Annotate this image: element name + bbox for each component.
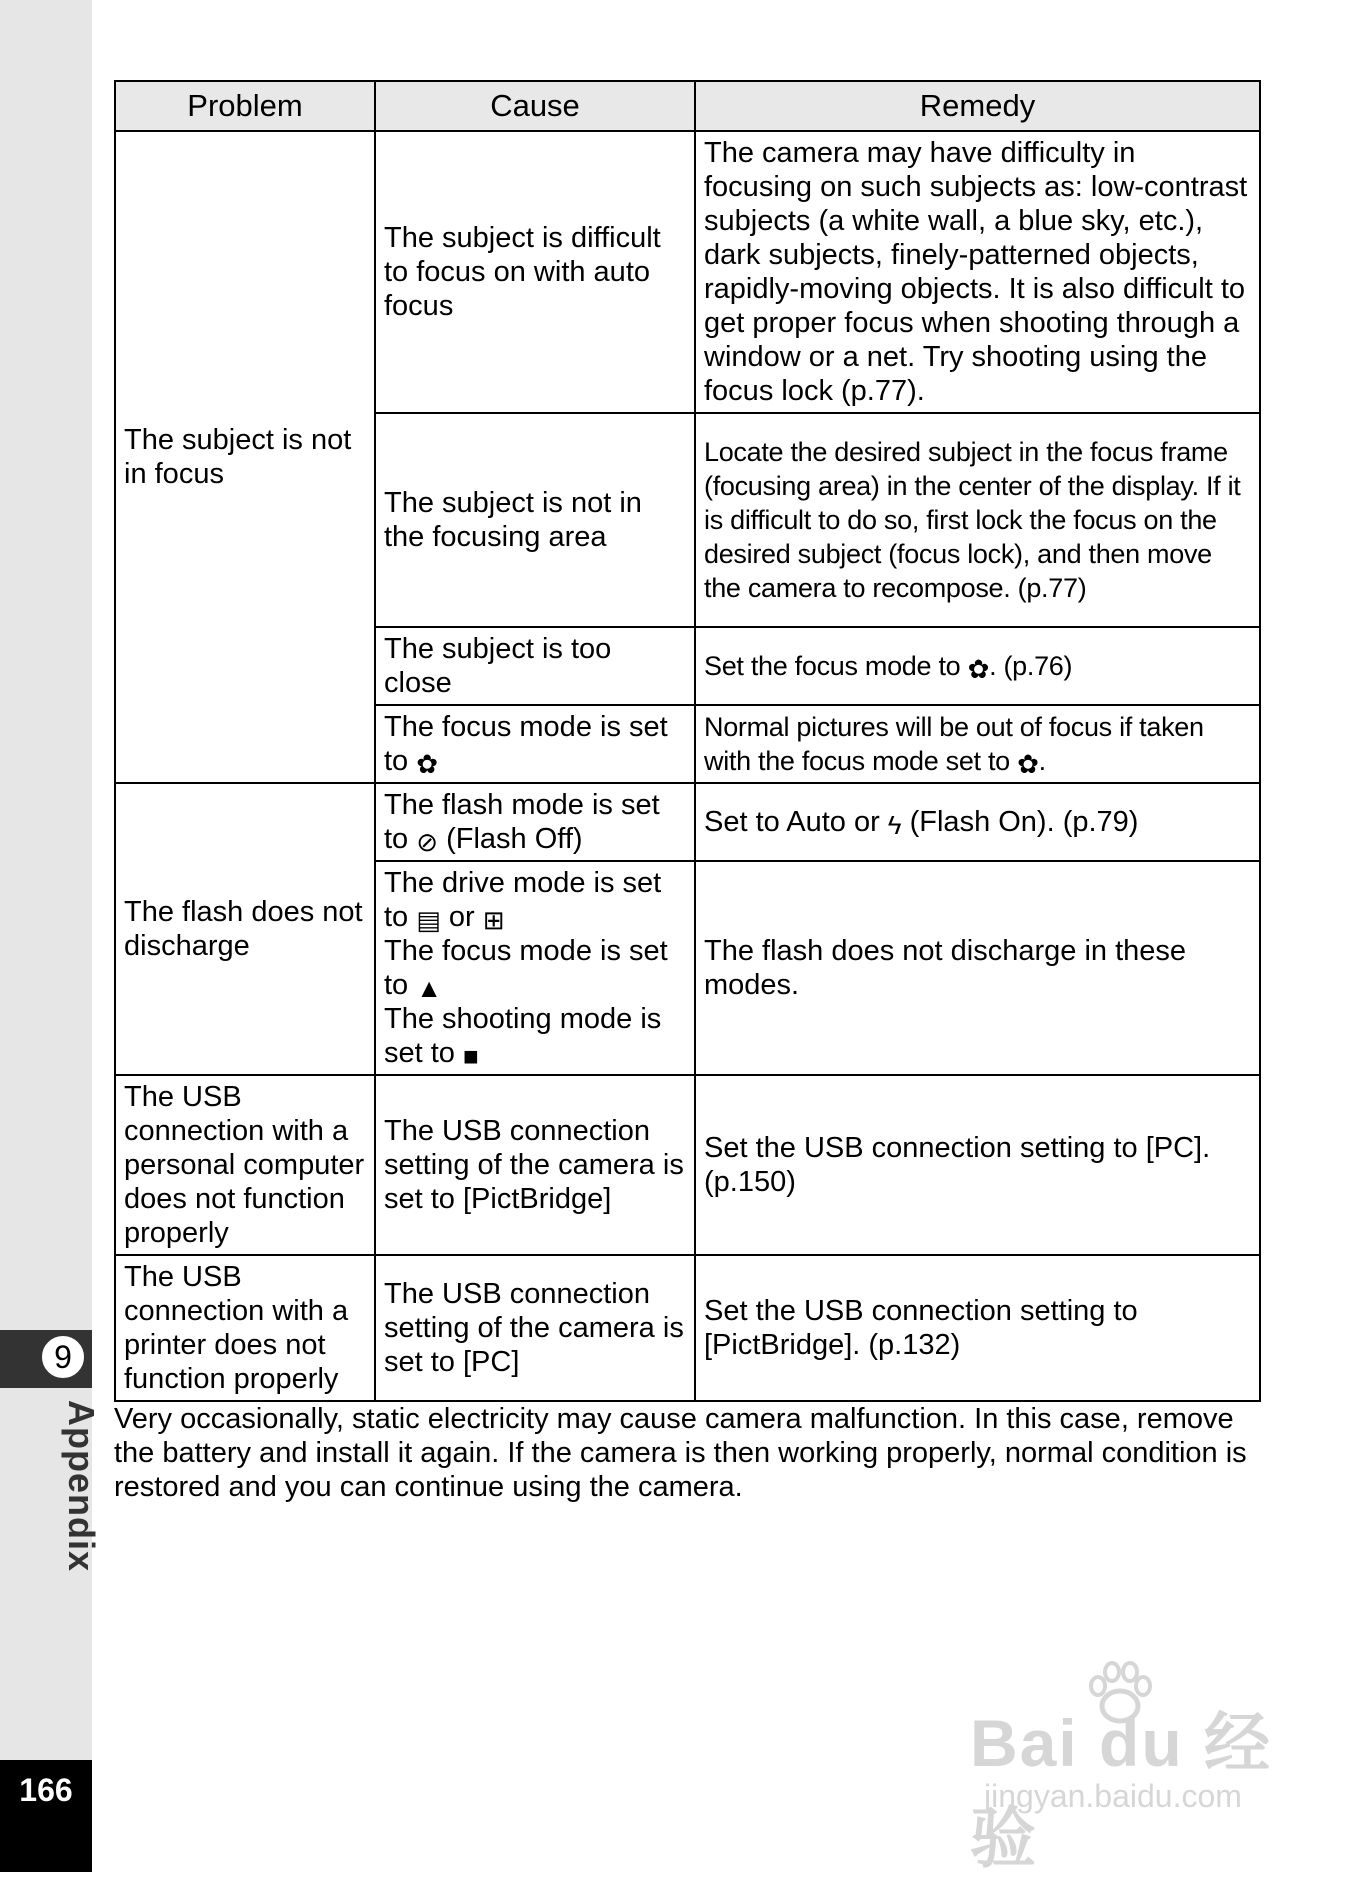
table-row	[115, 131, 1260, 413]
chapter-label: Appendix	[61, 1400, 102, 1573]
cause-cell: The USB connection setting of the camera is set to [PC]	[375, 1255, 695, 1401]
multi-16-icon: ⊞	[482, 905, 505, 935]
footnote-text: Very occasionally, static electricity may cause camera malfunction. In this case, remove the battery and install it again. If the camera is then working properly, normal condition is restored and you can continue using the camera.	[114, 1403, 1247, 1503]
remedy-text: Normal pictures will be out of focus if taken with the focus mode set to	[704, 712, 1204, 776]
remedy-cell	[695, 627, 1260, 705]
remedy-text: Set to Auto or	[704, 806, 888, 838]
table-row	[115, 783, 1260, 861]
header-remedy: Remedy	[695, 81, 1260, 131]
cause-cell	[375, 861, 695, 1075]
remedy-cell: The camera may have difficulty in focusing on such subjects as: low-contrast subjects (a white wall, a blue sky, etc.), dark subjects, finely-patterned objects, rapidly-moving objects. It is also difficult to get proper focus when shooting through a window or a net. Try shooting using the focus lock (p.77).	[695, 131, 1260, 413]
remedy-text: . (p.76)	[989, 651, 1073, 681]
remedy-cell	[695, 705, 1260, 783]
flash-off-icon: ⊘	[416, 827, 439, 857]
cause-cell: The subject is too close	[375, 627, 695, 705]
cause-text: or	[440, 901, 483, 933]
macro-icon: ✿	[416, 749, 439, 779]
cause-text: The focus mode is set to	[384, 935, 668, 1001]
remedy-cell: Locate the desired subject in the focus frame (focusing area) in the center of the display. If it is difficult to do so, first lock the focus on the desired subject (focus lock), and then move the camera to recompose. (p.77)	[695, 413, 1260, 627]
problem-cell: The subject is not in focus	[115, 131, 375, 783]
cause-text: The flash mode is set to	[384, 789, 660, 855]
cause-cell: The USB connection setting of the camera is set to [PictBridge]	[375, 1075, 695, 1255]
cause-cell: The subject is difficult to focus on with auto focus	[375, 131, 695, 413]
header-problem: Problem	[115, 81, 375, 131]
troubleshooting-table	[114, 80, 1261, 1402]
problem-cell: The USB connection with a printer does not function properly	[115, 1255, 375, 1401]
watermark	[970, 1660, 1290, 1875]
table-row	[115, 1255, 1260, 1401]
continuous-shooting-icon: ▤	[416, 905, 441, 935]
remedy-text: Set the focus mode to	[704, 651, 968, 681]
cause-cell	[375, 783, 695, 861]
remedy-text: (Flash On). (p.79)	[901, 806, 1139, 838]
cause-line	[384, 1002, 686, 1070]
header-cause: Cause	[375, 81, 695, 131]
cause-cell	[375, 705, 695, 783]
macro-icon: ✿	[967, 654, 990, 684]
remedy-cell: Set the USB connection setting to [PC]. (p.150)	[695, 1075, 1260, 1255]
remedy-cell: The flash does not discharge in these modes.	[695, 861, 1260, 1075]
movie-icon: ■	[463, 1041, 479, 1071]
cause-line	[384, 934, 686, 1002]
watermark-url: jingyan.baidu.com	[984, 1778, 1242, 1814]
watermark-brand: Bai du 经验	[970, 1706, 1273, 1875]
cause-text: The drive mode is set to	[384, 867, 662, 933]
remedy-cell: Set the USB connection setting to [PictBridge]. (p.132)	[695, 1255, 1260, 1401]
mountain-icon: ▲	[416, 973, 442, 1003]
page-number: 166	[19, 1772, 73, 1808]
remedy-text: .	[1038, 746, 1046, 776]
chapter-number: 9	[40, 1334, 86, 1380]
problem-cell: The USB connection with a personal computer does not function properly	[115, 1075, 375, 1255]
cause-cell: The subject is not in the focusing area	[375, 413, 695, 627]
flash-on-icon: ϟ	[887, 810, 902, 840]
cause-line	[384, 866, 686, 934]
table-row	[115, 1075, 1260, 1255]
macro-icon: ✿	[1017, 749, 1039, 779]
cause-text: The focus mode is set to	[384, 711, 668, 777]
cause-text: The shooting mode is set to	[384, 1003, 662, 1069]
cause-text: (Flash Off)	[438, 823, 583, 855]
table-header-row	[115, 81, 1260, 131]
remedy-cell	[695, 783, 1260, 861]
problem-cell: The flash does not discharge	[115, 783, 375, 1075]
